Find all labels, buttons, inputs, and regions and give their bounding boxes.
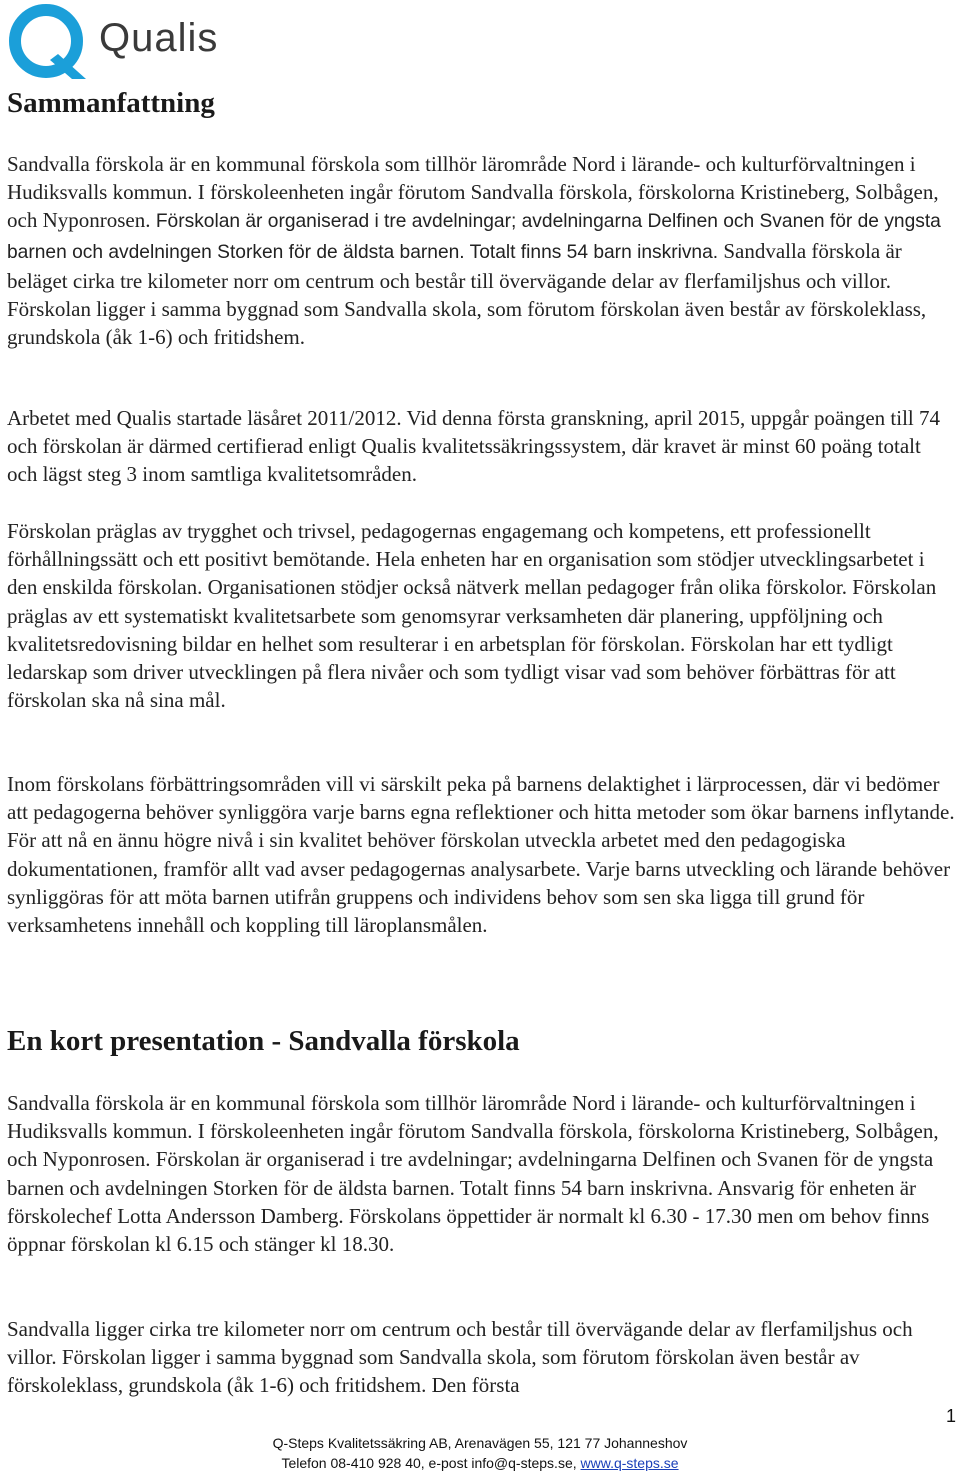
footer-contact bbox=[0, 1453, 960, 1473]
heading-sammanfattning: Sammanfattning bbox=[7, 87, 215, 119]
qualis-q-icon bbox=[6, 4, 92, 82]
summary-text-serif-b: Sandvalla förskola är beläget cirka tre kilometer norr om centrum och består till övervägande delar av flerfamiljshus och villor. Förskolan ligger i samma byggnad som Sandvalla skola, som förutom förskolan även består av förskoleklass, grundskola (åk 1-6) och fritidshem. bbox=[7, 238, 927, 350]
summary-paragraph-3: Förskolan präglas av trygghet och trivsel, pedagogernas engagemang och kompetens, ett professionellt förhållningssätt och ett positivt bemötande. Hela enheten har en organisation som stödjer utvecklingsarbetet i den enskilda förskolan. Organisationen stödjer också nätverk mellan pedagoger från olika förskolor. Förskolan präglas av ett systematiskt kvalitetsarbete som genomsyrar verksamheten där planering, uppföljning och kvalitetsredovisning bildar en helhet som resulterar i en arbetsplan för förskolan. Förskolan har ett tydligt ledarskap som driver utvecklingen på flera nivåer och som tydligt visar vad som behöver förbättras för att förskolan ska nå sina mål. bbox=[7, 519, 937, 713]
summary-text-sans: Förskolan är organiserad i tre avdelningar; avdelningarna Delfinen och Svanen för de yngsta barnen och avdelningen Storken för de äldsta barnen. Totalt finns 54 barn inskrivna. bbox=[7, 211, 941, 263]
summary-paragraph-1 bbox=[7, 150, 955, 351]
summary-paragraph-4: Inom förskolans förbättringsområden vill vi särskilt peka på barnens delaktighet i lärprocessen, där vi bedömer att pedagogerna behöver synliggöra varje barns egna reflektioner och hitta metoder som ökar barnens inflytande. För att nå en ännu högre nivå i sin kvalitet behöver förskolan utveckla arbetet med den pedagogiska dokumentationen, framför allt vad avser pedagogernas analysarbete. Varje barns utveckling och lärande behöver synliggöras för att möta barnen utifrån gruppens och individens behov som sen ska ligga till grund för verksamhetens innehåll och koppling till läroplansmålen. bbox=[7, 772, 955, 938]
qualis-logo bbox=[6, 4, 236, 82]
summary-paragraph-2: Arbetet med Qualis startade läsåret 2011/2012. Vid denna första granskning, april 2015, uppgår poängen till 74 och förskolan är därmed certifierad enligt Qualis kvalitetssäkringssystem, där kravet är minst 60 poäng totalt och lägst steg 3 inom samtliga kvalitetsområden. bbox=[7, 406, 941, 487]
logo-wordmark: Qualis bbox=[99, 16, 219, 60]
presentation-paragraph-2: Sandvalla ligger cirka tre kilometer norr om centrum och består till övervägande delar av flerfamiljshus och villor. Förskolan ligger i samma byggnad som Sandvalla skola, som förutom förskolan även består av förskoleklass, grundskola (åk 1-6) och fritidshem. Den första bbox=[7, 1317, 913, 1398]
footer-address: Q-Steps Kvalitetssäkring AB, Arenavägen 55, 121 77 Johanneshov bbox=[272, 1435, 688, 1451]
footer bbox=[0, 1433, 960, 1473]
page-number: 1 bbox=[945, 1406, 956, 1426]
presentation-paragraph-1: Sandvalla förskola är en kommunal förskola som tillhör lärområde Nord i lärande- och kulturförvaltningen i Hudiksvalls kommun. I förskoleenheten ingår förutom Sandvalla förskola, förskolorna Kristineberg, Solbågen, och Nyponrosen. Förskolan är organiserad i tre avdelningar; avdelningarna Delfinen och Svanen för de yngsta barnen och avdelningen Storken för de äldsta barnen. Totalt finns 54 barn inskrivna. Ansvarig för enheten är förskolechef Lotta Andersson Damberg. Förskolans öppettider är normalt kl 6.30 - 17.30 men om behov finns öppnar förskolan kl 6.15 och stänger kl 18.30. bbox=[7, 1091, 939, 1257]
heading-presentation: En kort presentation - Sandvalla förskola bbox=[7, 1025, 520, 1057]
footer-website-link[interactable]: www.q-steps.se bbox=[580, 1455, 679, 1471]
footer-contact-text: Telefon 08-410 928 40, e-post info@q-steps.se, bbox=[281, 1455, 581, 1471]
summary-text-serif-a: Sandvalla förskola är en kommunal förskola som tillhör lärområde Nord i lärande- och kulturförvaltningen i Hudiksvalls kommun. I förskoleenheten ingår förutom Sandvalla förskola, förskolorna Kristineberg, Solbågen, och Nyponrosen. bbox=[7, 152, 939, 233]
